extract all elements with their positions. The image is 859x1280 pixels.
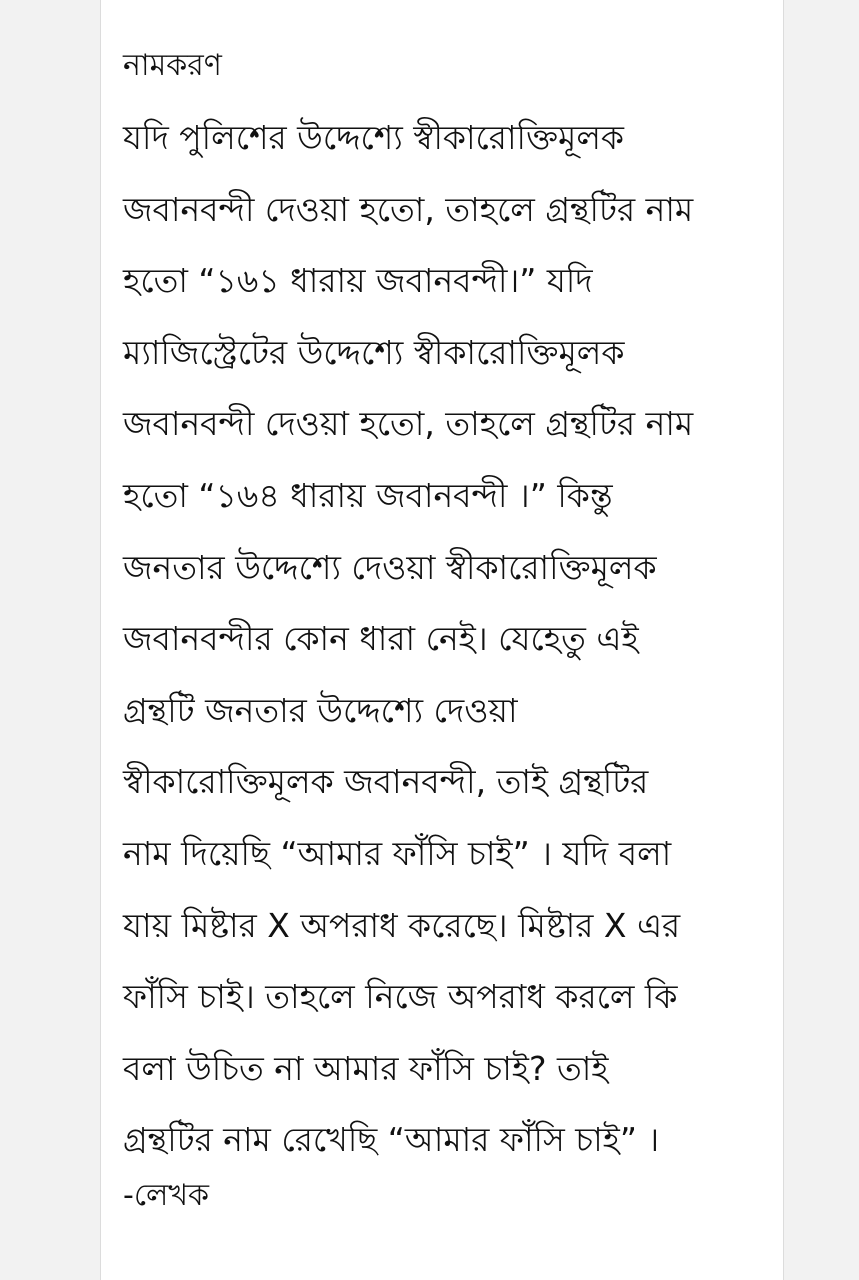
body-line: ম্যাজিস্ট্রেটের উদ্দেশ্যে স্বীকারোক্তিমূলক	[123, 332, 625, 372]
body-line: গ্রন্থটি জনতার উদ্দেশ্যে দেওয়া	[123, 690, 518, 730]
body-line: স্বীকারোক্তিমূলক জবানবন্দী, তাই গ্রন্থটির	[123, 762, 649, 802]
body-line: ফাঁসি চাই। তাহলে নিজে অপরাধ করলে কি	[123, 977, 678, 1017]
author-signature: -লেখক	[123, 1178, 210, 1213]
document-heading: নামকরণ	[123, 48, 222, 83]
body-line: হতো “১৬১ ধারায় জবানবন্দী।” যদি	[123, 261, 593, 301]
body-line: বলা উচিত না আমার ফাঁসি চাই? তাই	[123, 1048, 609, 1088]
body-line: হতো “১৬৪ ধারায় জবানবন্দী ।” কিন্তু	[123, 475, 613, 515]
body-line: যায় মিষ্টার X অপরাধ করেছে। মিষ্টার X এর	[123, 905, 681, 945]
body-line: জনতার উদ্দেশ্যে দেওয়া স্বীকারোক্তিমূলক	[123, 547, 657, 587]
body-line: নাম দিয়েছি “আমার ফাঁসি চাই” । যদি বলা	[123, 833, 672, 873]
body-line: গ্রন্থটির নাম রেখেছি “আমার ফাঁসি চাই” ।	[123, 1120, 660, 1160]
body-line: জবানবন্দী দেওয়া হতো, তাহলে গ্রন্থটির নাম	[123, 189, 694, 229]
document-page	[100, 0, 784, 1280]
body-line: যদি পুলিশের উদ্দেশ্যে স্বীকারোক্তিমূলক	[123, 118, 625, 157]
body-line: জবানবন্দী দেওয়া হতো, তাহলে গ্রন্থটির নাম	[123, 404, 694, 444]
document-body	[123, 102, 693, 1176]
body-line: জবানবন্দীর কোন ধারা নেই। যেহেতু এই	[123, 619, 639, 659]
